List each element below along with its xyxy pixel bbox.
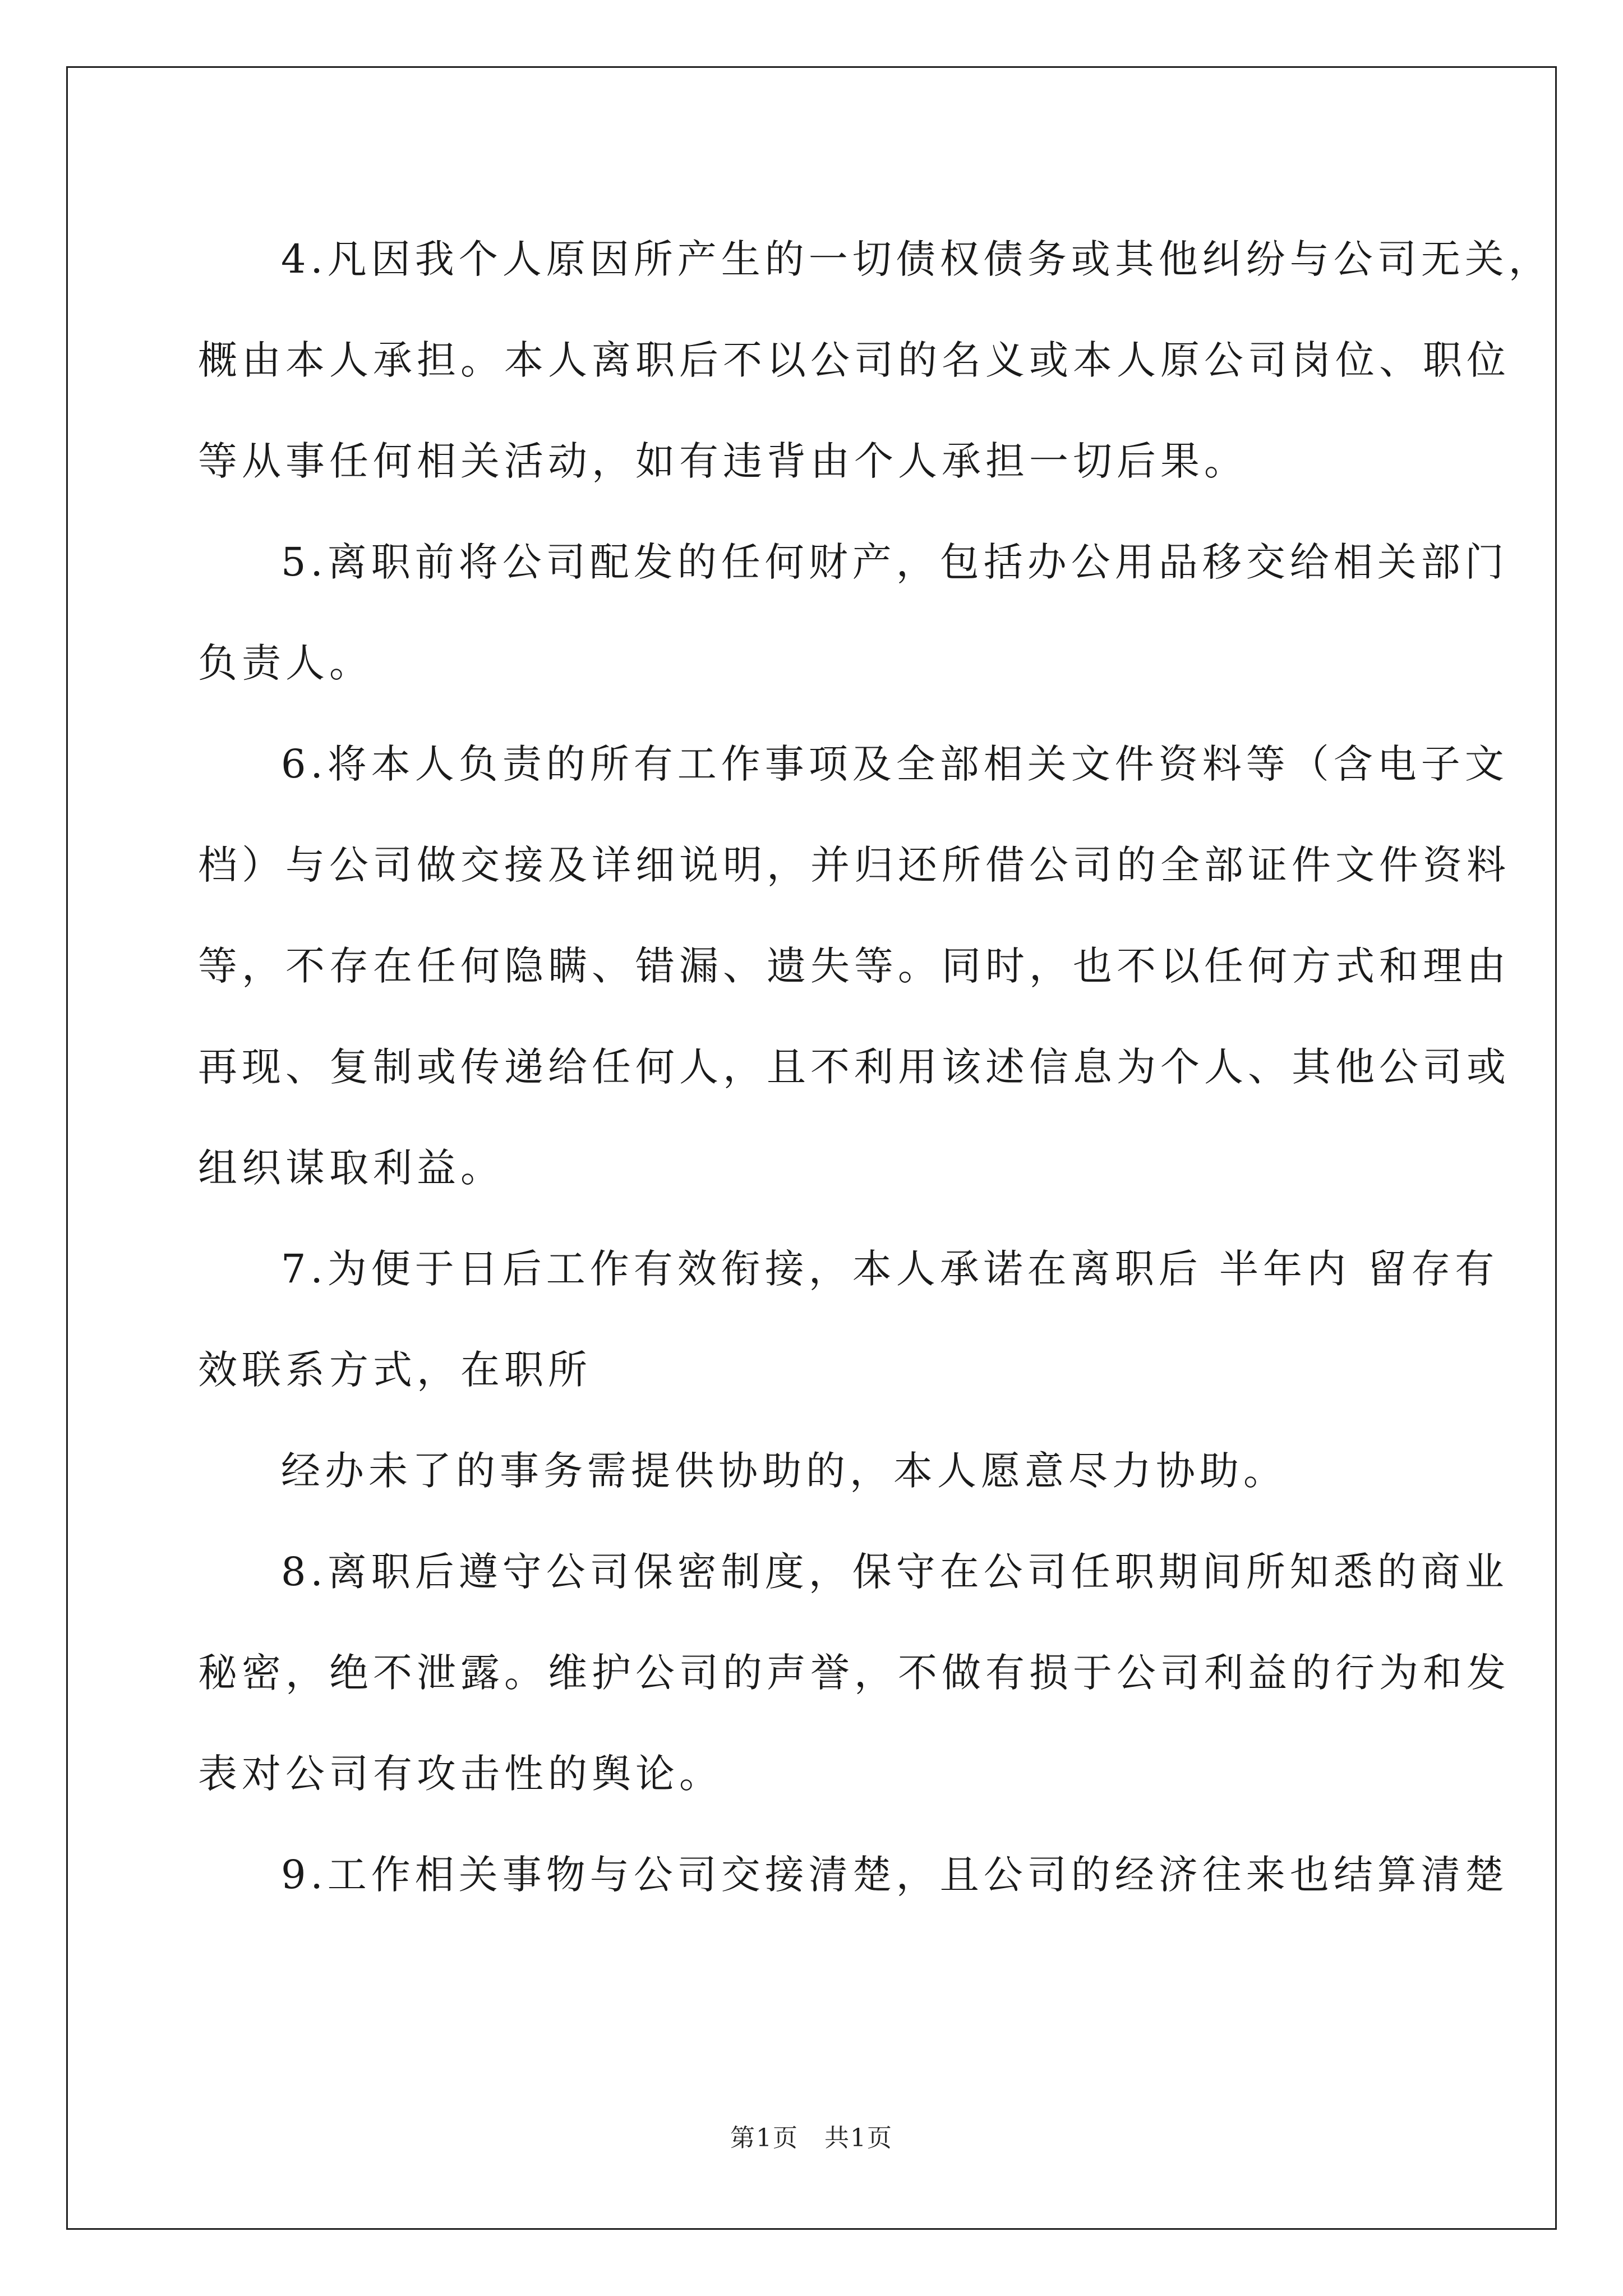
paragraph-item-8: [198, 1521, 1510, 1824]
text-line: 表对公司有攻击性的舆论。: [198, 1751, 723, 1797]
paragraph-item-7: [198, 1218, 1499, 1420]
text-line: 7.为便于日后工作有效衔接，本人承诺在离职后 半年内 留存有: [281, 1246, 1499, 1292]
text-line: 5.离职前将公司配发的任何财产，包括办公用品移交给相关部门: [281, 539, 1509, 585]
text-line: 负责人。: [198, 640, 373, 686]
page-number-footer: 第1页 共1页: [730, 2124, 893, 2152]
text-line: 档）与公司做交接及详细说明，并归还所借公司的全部证件文件资料: [198, 842, 1510, 888]
text-line: 效联系方式，在职所: [198, 1347, 592, 1393]
text-line: 等，不存在任何隐瞒、错漏、遗失等。同时，也不以任何方式和理由: [198, 943, 1510, 989]
paragraph-item-6: [198, 714, 1510, 1218]
text-line: 秘密，绝不泄露。维护公司的声誉，不做有损于公司利益的行为和发: [198, 1650, 1510, 1696]
text-line: 经办未了的事务需提供协助的，本人愿意尽力协助。: [281, 1448, 1287, 1494]
text-line: 概由本人承担。本人离职后不以公司的名义或本人原公司岗位、职位: [198, 337, 1510, 383]
text-line: 6.将本人负责的所有工作事项及全部相关文件资料等（含电子文: [281, 741, 1509, 787]
text-line: 再现、复制或传递给任何人，且不利用该述信息为个人、其他公司或: [198, 1044, 1510, 1090]
paragraph-item-9: [198, 1824, 1509, 1925]
text-line: 4.凡因我个人原因所产生的一切债权债务或其他纠纷与公司无关，: [281, 236, 1552, 282]
text-line: 组织谋取利益。: [198, 1145, 504, 1191]
paragraph-item-7-continued: [198, 1420, 1432, 1521]
text-line: 等从事任何相关活动，如有违背由个人承担一切后果。: [198, 438, 1248, 484]
text-line: 8.离职后遵守公司保密制度，保守在公司任职期间所知悉的商业: [281, 1549, 1509, 1595]
document-body: [198, 209, 1552, 1925]
paragraph-item-4: [198, 209, 1552, 512]
text-line: 9.工作相关事物与公司交接清楚，且公司的经济往来也结算清楚: [281, 1852, 1509, 1898]
paragraph-item-5: [198, 512, 1509, 714]
